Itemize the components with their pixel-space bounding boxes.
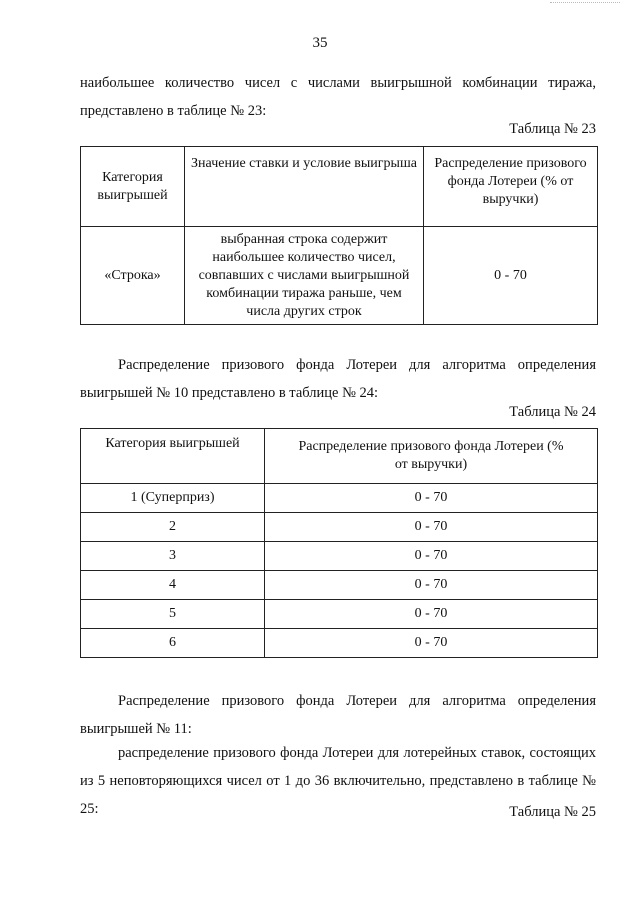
table-24-category-cell: 4 bbox=[81, 571, 265, 600]
table-row bbox=[81, 513, 598, 542]
table-24-category-cell: 1 (Суперприз) bbox=[81, 484, 265, 513]
table-24-header-share: Распределение призового фонда Лотереи (% от выручки) bbox=[265, 429, 598, 484]
table-row bbox=[81, 484, 598, 513]
table-24-caption: Таблица № 24 bbox=[509, 404, 596, 420]
table-23-header-condition: Значение ставки и условие выигрыша bbox=[185, 147, 424, 227]
table-24-share-cell: 0 - 70 bbox=[265, 513, 598, 542]
table-row bbox=[81, 600, 598, 629]
table-24-category-cell: 6 bbox=[81, 629, 265, 658]
intro-paragraph: наибольшее количество чисел с числами выигрышной комбинации тиража, представлено в таблице № 23: bbox=[80, 74, 596, 119]
table-row bbox=[81, 227, 598, 325]
table-24-share-cell: 0 - 70 bbox=[265, 629, 598, 658]
paragraph-table-24: Распределение призового фонда Лотереи для алгоритма определения выигрышей № 10 представлено в таблице № 24: bbox=[80, 356, 596, 401]
table-24-share-cell: 0 - 70 bbox=[265, 600, 598, 629]
table-row bbox=[81, 629, 598, 658]
table-24-share-cell: 0 - 70 bbox=[265, 484, 598, 513]
table-24-header-row bbox=[81, 429, 598, 484]
table-24-category-cell: 2 bbox=[81, 513, 265, 542]
paragraph-table-25: распределение призового фонда Лотереи для лотерейных ставок, состоящих из 5 неповторяющихся чисел от 1 до 36 включительно, представлено в таблице № 25: bbox=[80, 744, 596, 817]
table-24-share-cell: 0 - 70 bbox=[265, 571, 598, 600]
scan-artifact bbox=[550, 2, 620, 4]
table-23-header-row bbox=[81, 147, 598, 227]
table-24-header-category: Категория выигрышей bbox=[81, 429, 265, 484]
table-23-category-cell: «Строка» bbox=[81, 227, 185, 325]
table-23 bbox=[80, 146, 598, 325]
paragraph-table-25-intro: Распределение призового фонда Лотереи для алгоритма определения выигрышей № 11: bbox=[80, 692, 596, 737]
table-row bbox=[81, 571, 598, 600]
table-24-category-cell: 3 bbox=[81, 542, 265, 571]
table-23-header-share: Распределение призового фонда Лотереи (% от выручки) bbox=[424, 147, 598, 227]
table-24 bbox=[80, 428, 598, 658]
table-23-share-cell: 0 - 70 bbox=[424, 227, 598, 325]
table-25-caption: Таблица № 25 bbox=[509, 804, 596, 820]
table-23-caption: Таблица № 23 bbox=[509, 121, 596, 137]
table-24-category-cell: 5 bbox=[81, 600, 265, 629]
table-23-condition-cell: выбранная строка содержит наибольшее количество чисел, совпавших с числами выигрышной комбинации тиража раньше, чем числа других строк bbox=[185, 227, 424, 325]
table-row bbox=[81, 542, 598, 571]
table-23-header-category: Категория выигрышей bbox=[81, 147, 185, 227]
table-24-share-cell: 0 - 70 bbox=[265, 542, 598, 571]
page-number: 35 bbox=[312, 35, 328, 51]
